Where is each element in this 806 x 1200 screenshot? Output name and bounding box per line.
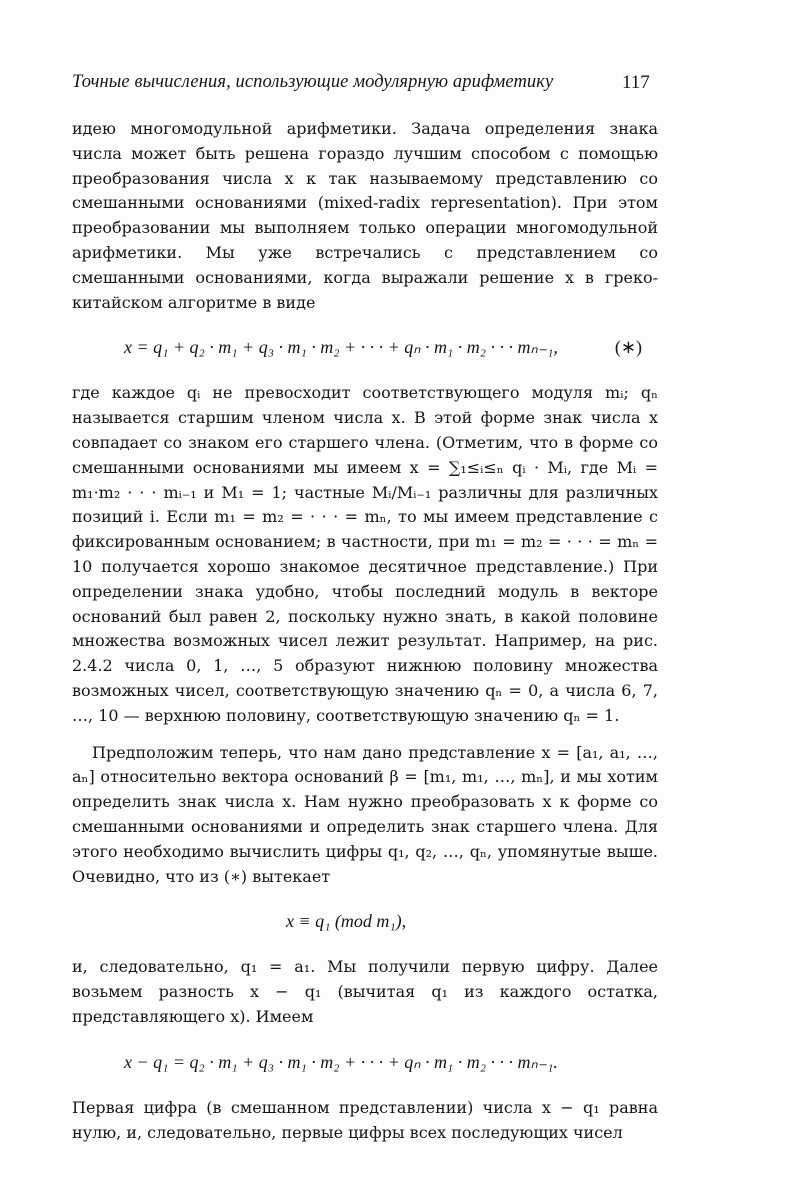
equation-star-tag: (∗) [614, 337, 642, 358]
paragraph-3: Предположим теперь, что нам дано представление x = [a₁, a₁, …, aₙ] относительно вектора оснований β = [m₁, m₁, …, mₙ], и мы хотим определить знак числа x. Нам нужно преобразовать x к форме со смешанными основаниями и определить знак старшего члена. Для этого необходимо вычислить цифры q₁, q₂, …, qₙ, упомянутые выше. Очевидно, что из (∗) вытекает [72, 742, 658, 886]
page-number: 117 [622, 72, 650, 93]
paragraph-5: Первая цифра (в смешанном представлении) числа x − q₁ равна нулю, и, следовательно, первые цифры всех последующих чисел [72, 1097, 658, 1142]
equation-congruence [72, 889, 658, 955]
paragraph-4: и, следовательно, q₁ = a₁. Мы получили первую цифру. Далее возьмем разность x − q₁ (вычитая q₁ из каждого остатка, представляющего x). Имеем [72, 957, 658, 1026]
equation-star [72, 315, 658, 381]
paragraph-2: где каждое qᵢ не превосходит соответствующего модуля mᵢ; qₙ называется старшим членом числа x. В этой форме знак числа x совпадает со знаком его старшего члена. (Отметим, что в форме со смешанными основаниями мы имеем x = ∑₁≤ᵢ≤ₙ qᵢ · Mᵢ, где Mᵢ = m₁·m₂ · · · mᵢ₋₁ и M₁ = 1; частные Mᵢ/Mᵢ₋₁ различны для различных позиций i. Если m₁ = m₂ = · · · = mₙ, то мы имеем представление с фиксированным основанием; в частности, при m₁ = m₂ = · · · = mₙ = 10 получается хорошо знакомое десятичное представление.) При определении знака удобно, чтобы последний модуль в векторе оснований был равен 2, поскольку нужно знать, в какой половине множества возможных чисел лежит результат. Например, на рис. 2.4.2 числа 0, 1, …, 5 образуют нижнюю половину множества возможных чисел, соответствующую значению qₙ = 0, а числа 6, 7, …, 10 — верхнюю половину, соответствующую значению qₙ = 1. [72, 383, 658, 725]
equation-difference [72, 1030, 658, 1096]
paragraph-1: идею многомодульной арифметики. Задача определения знака числа может быть решена гораздо лучшим способом с помощью преобразования числа x к так называемому представлению со смешанными основаниями (mixed-radix representation). При этом преобразовании мы выполняем только операции многомодульной арифметики. Мы уже встречались с представлением со смешанными основаниями, когда выражали решение x в греко-китайском алгоритме в виде [72, 119, 658, 312]
running-title: Точные вычисления, использующие модулярную арифметику [72, 72, 554, 92]
page-body [72, 117, 658, 1145]
equation-star-formula: x = q₁ + q₂ · m₁ + q₃ · m₁ · m₂ + · · · + qₙ · m₁ · m₂ · · · mₙ₋₁, [124, 337, 558, 358]
equation-congruence-formula: x ≡ q₁ (mod m₁), [286, 911, 407, 932]
equation-difference-formula: x − q₁ = q₂ · m₁ + q₃ · m₁ · m₂ + · · · + qₙ · m₁ · m₂ · · · mₙ₋₁. [124, 1051, 558, 1072]
